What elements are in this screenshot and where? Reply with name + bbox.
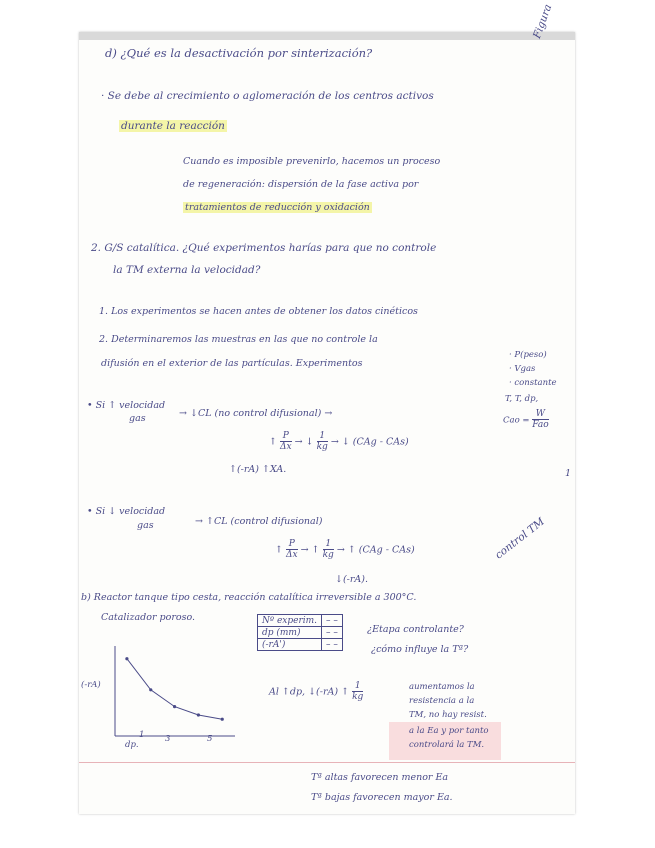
question-2-line-1: 2. G/S catalítica. ¿Qué experimentos harías para que no controle — [91, 242, 437, 254]
temperature-line-2: Tª bajas favorecen mayor Ea. — [311, 792, 453, 803]
graph-point — [149, 688, 152, 691]
table-cell: Nº experim. — [258, 615, 322, 627]
notebook-page — [79, 2, 575, 814]
fraction-denominator: kg — [316, 442, 328, 452]
graph-y-label: (-rA) — [81, 680, 101, 690]
table-cell: – – — [322, 615, 343, 627]
answer-line-1: · Se debe al crecimiento o aglomeración de los centros activos — [101, 90, 434, 102]
graph-point — [221, 718, 224, 721]
graph-point — [173, 705, 176, 708]
table-row — [258, 639, 343, 651]
graph-point — [197, 713, 200, 716]
graph-x-label: dp. — [125, 740, 139, 750]
experiment-item-3: · constante — [509, 378, 557, 388]
table-cell: – – — [322, 627, 343, 639]
experiment-item-5-fraction — [532, 410, 548, 430]
reason-line-3: TM, no hay resist. — [409, 710, 487, 720]
question-b-line-1: b) Reactor tanque tipo cesta, reacción catalítica irreversible a 300°C. — [81, 592, 417, 603]
fraction-denominator: Δx — [286, 550, 298, 560]
graph-tick: 3 — [165, 734, 171, 744]
answer-line-5: tratamientos de reducción y oxidación — [185, 202, 370, 213]
case-1-chain — [269, 432, 409, 452]
fraction-denominator: Δx — [280, 442, 292, 452]
fraction-numerator: P — [280, 432, 292, 442]
fraction-denominator: Fao — [532, 420, 549, 430]
case-1-effect: ↑(-rA) ↑XA. — [229, 464, 287, 475]
experiment-item-5 — [503, 410, 549, 430]
point-2-line-2: difusión en el exterior de las partículas. Experimentos — [101, 358, 363, 369]
chain-prefix: ↑ — [269, 436, 277, 448]
temperature-line-1: Tª altas favorecen menor Ea — [311, 772, 449, 783]
chain-fraction-2 — [317, 432, 328, 452]
answer-line-2: durante la reacción — [121, 120, 225, 132]
table-cell: – – — [322, 639, 343, 651]
case-1-label-2: gas — [129, 413, 146, 424]
fraction-numerator: 1 — [323, 540, 334, 550]
experiment-item-4: T, T, dp, — [505, 394, 539, 404]
margin-number: 1 — [565, 468, 572, 479]
question-etapa: ¿Etapa controlante? — [367, 624, 464, 635]
graph-points — [125, 657, 224, 721]
graph-tick: 5 — [207, 734, 213, 744]
question-2-line-2: la TM externa la velocidad? — [113, 264, 261, 276]
answer-line-4: de regeneración: dispersión de la fase activa por — [183, 179, 419, 190]
page-top-band — [79, 32, 575, 40]
reason-line-1: aumentamos la — [409, 682, 475, 692]
graph-tick: 1 — [139, 730, 145, 740]
chain-prefix: ↑ — [275, 544, 283, 556]
chain-fraction-2 — [323, 540, 334, 560]
graph-curve — [127, 659, 222, 720]
answer-dp — [269, 682, 363, 702]
question-temperature: ¿cómo influye la Tª? — [371, 644, 469, 655]
fraction-denominator: kg — [322, 550, 334, 560]
margin-note: Figura — [531, 2, 555, 41]
case-2-label: • Si ↓ velocidad — [87, 506, 166, 517]
chain-fraction-1 — [280, 432, 292, 452]
fraction-numerator: 1 — [352, 682, 363, 692]
question-b-line-2: Catalizador poroso. — [101, 612, 196, 623]
point-2-line-1: 2. Determinaremos las muestras en las que no controle la — [99, 334, 378, 345]
page-rule — [79, 762, 575, 763]
case-1-result: → ↓CL (no control difusional) → — [179, 408, 333, 419]
case-2-effect: ↓(-rA). — [335, 574, 369, 585]
fraction-numerator: 1 — [317, 432, 328, 442]
graph-point — [125, 657, 128, 660]
reason-line-4: a la Ea y por tanto — [409, 726, 489, 736]
answer-line-3: Cuando es imposible prevenirlo, hacemos un proceso — [183, 156, 441, 167]
chain-suffix: → ↑ (CAg - CAs) — [336, 544, 415, 556]
control-tm-note: control TM — [493, 515, 547, 562]
chain-middle: → ↓ — [294, 436, 314, 448]
point-1: 1. Los experimentos se hacen antes de obtener los datos cinéticos — [99, 306, 418, 317]
table-cell: (-rA') — [258, 639, 322, 651]
question-d: d) ¿Qué es la desactivación por sinterización? — [105, 46, 373, 60]
experiment-item-5-label: Cao = — [503, 415, 530, 426]
chain-suffix: → ↓ (CAg - CAs) — [330, 436, 409, 448]
table-cell: dp (mm) — [258, 627, 322, 639]
experiment-item-2: · Vgas — [509, 364, 536, 374]
reason-line-2: resistencia a la — [409, 696, 475, 706]
experiment-table — [257, 614, 343, 651]
table-row — [258, 627, 343, 639]
case-2-label-2: gas — [137, 520, 154, 531]
experiment-item-1: · P(peso) — [509, 350, 547, 360]
answer-dp-fraction — [352, 682, 363, 702]
reason-line-5: controlará la TM. — [409, 740, 485, 750]
answer-dp-text: Al ↑dp, ↓(-rA) ↑ — [269, 686, 350, 698]
table-row — [258, 615, 343, 627]
chain-fraction-1 — [286, 540, 298, 560]
fraction-denominator: kg — [352, 692, 364, 702]
fraction-numerator: P — [286, 540, 298, 550]
case-2-result: → ↑CL (control difusional) — [195, 516, 323, 527]
case-1-label: • Si ↑ velocidad — [87, 400, 166, 411]
chain-middle: → ↑ — [300, 544, 320, 556]
fraction-numerator: W — [532, 410, 548, 420]
case-2-chain — [275, 540, 415, 560]
